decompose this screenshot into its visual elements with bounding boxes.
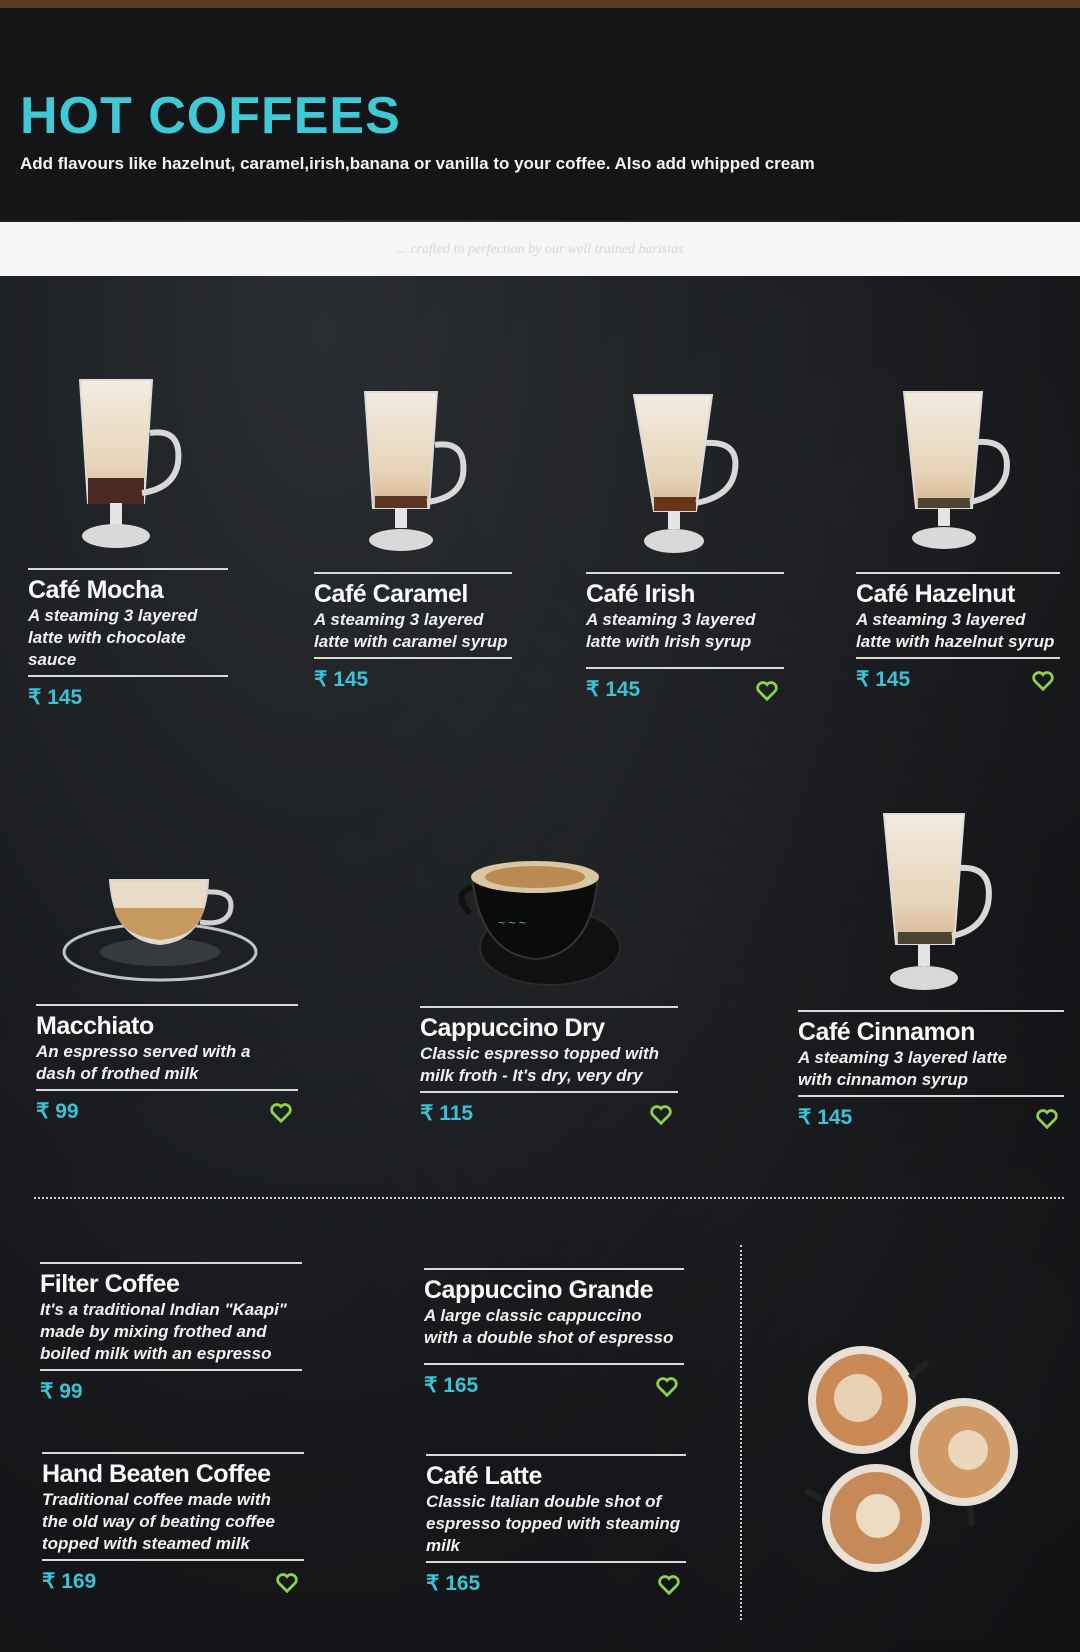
- item-description: Classic Italian double shot of espresso topped with steaming milk: [426, 1492, 681, 1555]
- heart-icon: [276, 1572, 298, 1594]
- divider: [426, 1561, 686, 1563]
- item-price: ₹ 169: [42, 1570, 97, 1593]
- svg-text:~ ~ ~: ~ ~ ~: [498, 916, 526, 930]
- divider: [586, 572, 784, 574]
- divider: [40, 1262, 302, 1264]
- divider: [42, 1452, 304, 1454]
- top-edge: [0, 0, 1080, 8]
- item-name: Café Irish: [586, 580, 695, 608]
- menu-item-filter-coffee[interactable]: [40, 1262, 302, 1404]
- divider: [856, 572, 1060, 574]
- item-price: ₹ 145: [856, 668, 911, 691]
- divider: [36, 1004, 298, 1006]
- menu-item-macchiato[interactable]: [36, 1004, 298, 1124]
- menu-item-cafe-latte[interactable]: [426, 1454, 686, 1596]
- item-price: ₹ 115: [420, 1102, 474, 1125]
- item-name: Cappuccino Grande: [424, 1276, 654, 1304]
- item-price: ₹ 165: [424, 1374, 479, 1397]
- divider: [798, 1010, 1064, 1012]
- item-description: An espresso served with a dash of frothed milk: [36, 1042, 251, 1083]
- heart-icon: [1036, 1108, 1058, 1130]
- menu-item-cappuccino-dry[interactable]: [420, 1006, 678, 1126]
- tall-glass-icon: [880, 812, 1000, 1002]
- tall-glass-icon: [355, 390, 475, 560]
- page-title: HOT COFFEES: [20, 87, 401, 145]
- divider: [424, 1268, 684, 1270]
- item-name: Hand Beaten Coffee: [42, 1460, 271, 1488]
- item-name: Café Mocha: [28, 576, 164, 604]
- divider: [856, 657, 1060, 659]
- item-description: A steaming 3 layered latte with cinnamon syrup: [798, 1048, 1008, 1089]
- item-description: Classic espresso topped with milk froth - It's dry, very dry: [420, 1044, 660, 1085]
- item-price: ₹ 145: [798, 1106, 853, 1129]
- menu-item-cafe-irish[interactable]: [586, 572, 784, 702]
- heart-icon: [756, 680, 778, 702]
- item-price: ₹ 99: [36, 1100, 79, 1123]
- item-description: It's a traditional Indian "Kaapi" made by mixing frothed and boiled milk with an espresso: [40, 1300, 287, 1363]
- divider: [40, 1369, 302, 1371]
- tall-glass-icon: [630, 393, 750, 563]
- item-price: ₹ 145: [314, 668, 369, 691]
- tall-glass-icon: [900, 390, 1020, 560]
- item-price: ₹ 145: [586, 678, 641, 701]
- divider: [42, 1559, 304, 1561]
- menu-item-cafe-mocha[interactable]: [28, 568, 228, 710]
- divider: [420, 1006, 678, 1008]
- item-description: A steaming 3 layered latte with chocolate sauce: [28, 606, 198, 669]
- heart-icon: [1032, 670, 1054, 692]
- heart-icon: [656, 1376, 678, 1398]
- divider: [28, 675, 228, 677]
- menu-item-cafe-caramel[interactable]: [314, 572, 512, 692]
- item-price: ₹ 165: [426, 1572, 481, 1595]
- heart-icon: [650, 1104, 672, 1126]
- divider: [586, 667, 784, 669]
- heart-icon: [270, 1102, 292, 1124]
- item-name: Filter Coffee: [40, 1270, 180, 1298]
- three-latte-cups-icon: [800, 1340, 1030, 1580]
- item-name: Macchiato: [36, 1012, 154, 1040]
- item-description: A steaming 3 layered latte with Irish syrup: [586, 610, 756, 651]
- black-cup-icon: [458, 855, 628, 990]
- item-description: A steaming 3 layered latte with caramel syrup: [314, 610, 508, 651]
- item-description: A large classic cappuccino with a double shot of espresso: [424, 1306, 674, 1347]
- divider: [36, 1089, 298, 1091]
- divider: [798, 1095, 1064, 1097]
- divider: [314, 657, 512, 659]
- page-subtitle: Add flavours like hazelnut, caramel,irish,banana or vanilla to your coffee. Also add whipped cream: [20, 154, 815, 173]
- menu-item-hand-beaten-coffee[interactable]: [42, 1452, 304, 1594]
- menu-item-cafe-cinnamon[interactable]: [798, 1010, 1064, 1130]
- divider: [420, 1091, 678, 1093]
- item-price: ₹ 145: [28, 686, 83, 709]
- item-price: ₹ 99: [40, 1380, 83, 1403]
- divider: [314, 572, 512, 574]
- item-name: Cappuccino Dry: [420, 1014, 605, 1042]
- item-name: Café Latte: [426, 1462, 542, 1490]
- item-description: Traditional coffee made with the old way of beating coffee topped with steamed milk: [42, 1490, 275, 1553]
- menu-item-cappuccino-grande[interactable]: [424, 1268, 684, 1398]
- heart-icon: [658, 1574, 680, 1596]
- item-name: Café Hazelnut: [856, 580, 1015, 608]
- band-tagline: ... crafted to perfection by our well trained baristas: [396, 242, 684, 257]
- item-name: Café Caramel: [314, 580, 468, 608]
- menu-item-cafe-hazelnut[interactable]: [856, 572, 1060, 692]
- divider: [28, 568, 228, 570]
- item-description: A steaming 3 layered latte with hazelnut syrup: [856, 610, 1055, 651]
- column-divider: [740, 1245, 742, 1620]
- item-name: Café Cinnamon: [798, 1018, 975, 1046]
- cup-saucer-icon: [60, 870, 260, 990]
- divider: [426, 1454, 686, 1456]
- section-divider: [34, 1197, 1064, 1199]
- divider: [424, 1363, 684, 1365]
- tall-glass-icon: [70, 378, 190, 558]
